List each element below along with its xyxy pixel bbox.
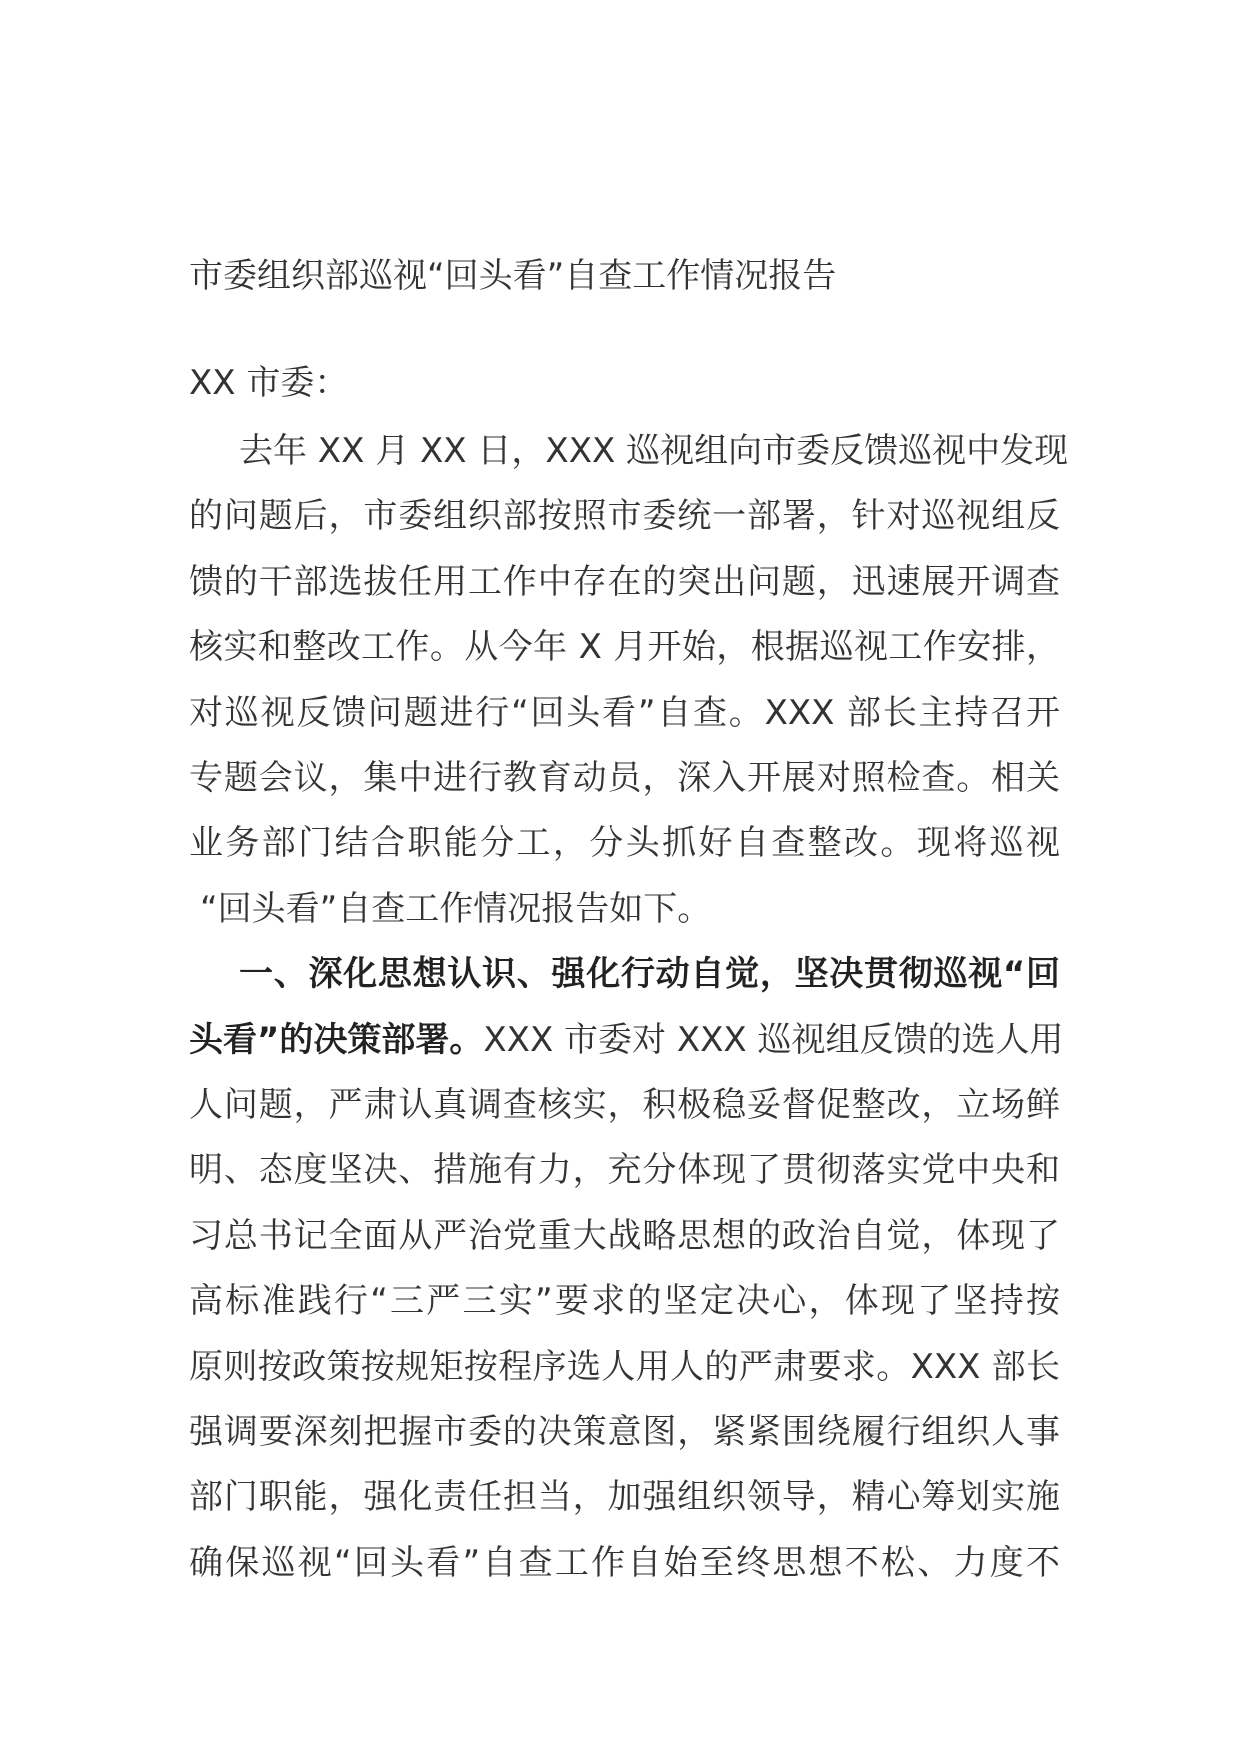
body-text: 高标准践行“三严三实”要求的坚定决心，体现了坚持按 — [189, 1281, 1060, 1322]
body-line — [200, 884, 1071, 934]
body-text: 强调要深刻把握市委的决策意图，紧紧围绕履行组织人事 — [189, 1412, 1060, 1452]
body-line — [189, 622, 1060, 672]
body-line — [189, 1015, 1064, 1065]
section-heading: 头看”的决策部署。 — [189, 1019, 484, 1060]
body-line — [189, 491, 1060, 541]
body-text: 习总书记全面从严治党重大战略思想的政治自觉，体现了 — [189, 1215, 1060, 1256]
body-line — [189, 688, 1060, 738]
body-text: 对巡视反馈问题进行“回头看”自查。XXX 部长主持召开 — [189, 692, 1060, 733]
body-line — [189, 1342, 1060, 1392]
body-line — [189, 1145, 1060, 1195]
body-text: 核实和整改工作。从今年 X 月开始，根据巡视工作安排， — [189, 627, 1060, 668]
body-text: 去年 XX 月 XX 日，XXX 巡视组向市委反馈巡视中发现 — [239, 431, 1069, 471]
body-text: 确保巡视“回头看”自查工作自始至终思想不松、力度不 — [189, 1542, 1060, 1583]
body-text: 原则按政策按规矩按程序选人用人的严肃要求。XXX 部长 — [189, 1346, 1060, 1387]
body-text: 人问题，严肃认真调查核实，积极稳妥督促整改，立场鲜 — [189, 1085, 1060, 1125]
body-line — [189, 1080, 1060, 1130]
body-text: “回头看”自查工作情况报告如下。 — [200, 888, 712, 929]
body-text: 专题会议，集中进行教育动员，深入开展对照检查。相关 — [189, 758, 1060, 798]
body-text: 部门职能，强化责任担当，加强组织领导，精心筹划实施 — [189, 1477, 1060, 1518]
body-text: 馈的干部选拔任用工作中存在的突出问题，迅速展开调查 — [189, 561, 1060, 602]
body-line — [189, 753, 1060, 803]
body-line — [189, 1538, 1060, 1588]
body-line — [189, 426, 1069, 476]
body-text: 明、态度坚决、措施有力，充分体现了贯彻落实党中央和 — [189, 1150, 1060, 1191]
body-text: 的问题后，市委组织部按照市委统一部署，针对巡视组反 — [189, 496, 1060, 537]
body-line — [189, 1276, 1060, 1326]
body-line — [189, 949, 1060, 999]
body-line — [189, 1211, 1060, 1261]
body-line — [189, 1472, 1060, 1522]
body-text: XXX 市委对 XXX 巡视组反馈的选人用 — [483, 1019, 1064, 1060]
document-title: 市委组织部巡视“回头看”自查工作情况报告 — [189, 256, 837, 296]
body-line — [189, 557, 1060, 607]
body-line — [189, 818, 1060, 868]
salutation: XX 市委： — [189, 363, 349, 403]
body-text: 业务部门结合职能分工，分头抓好自查整改。现将巡视 — [189, 823, 1060, 864]
body-line — [189, 1407, 1060, 1457]
section-heading: 一、深化思想认识、强化行动自觉，坚决贯彻巡视“回 — [239, 954, 1060, 995]
